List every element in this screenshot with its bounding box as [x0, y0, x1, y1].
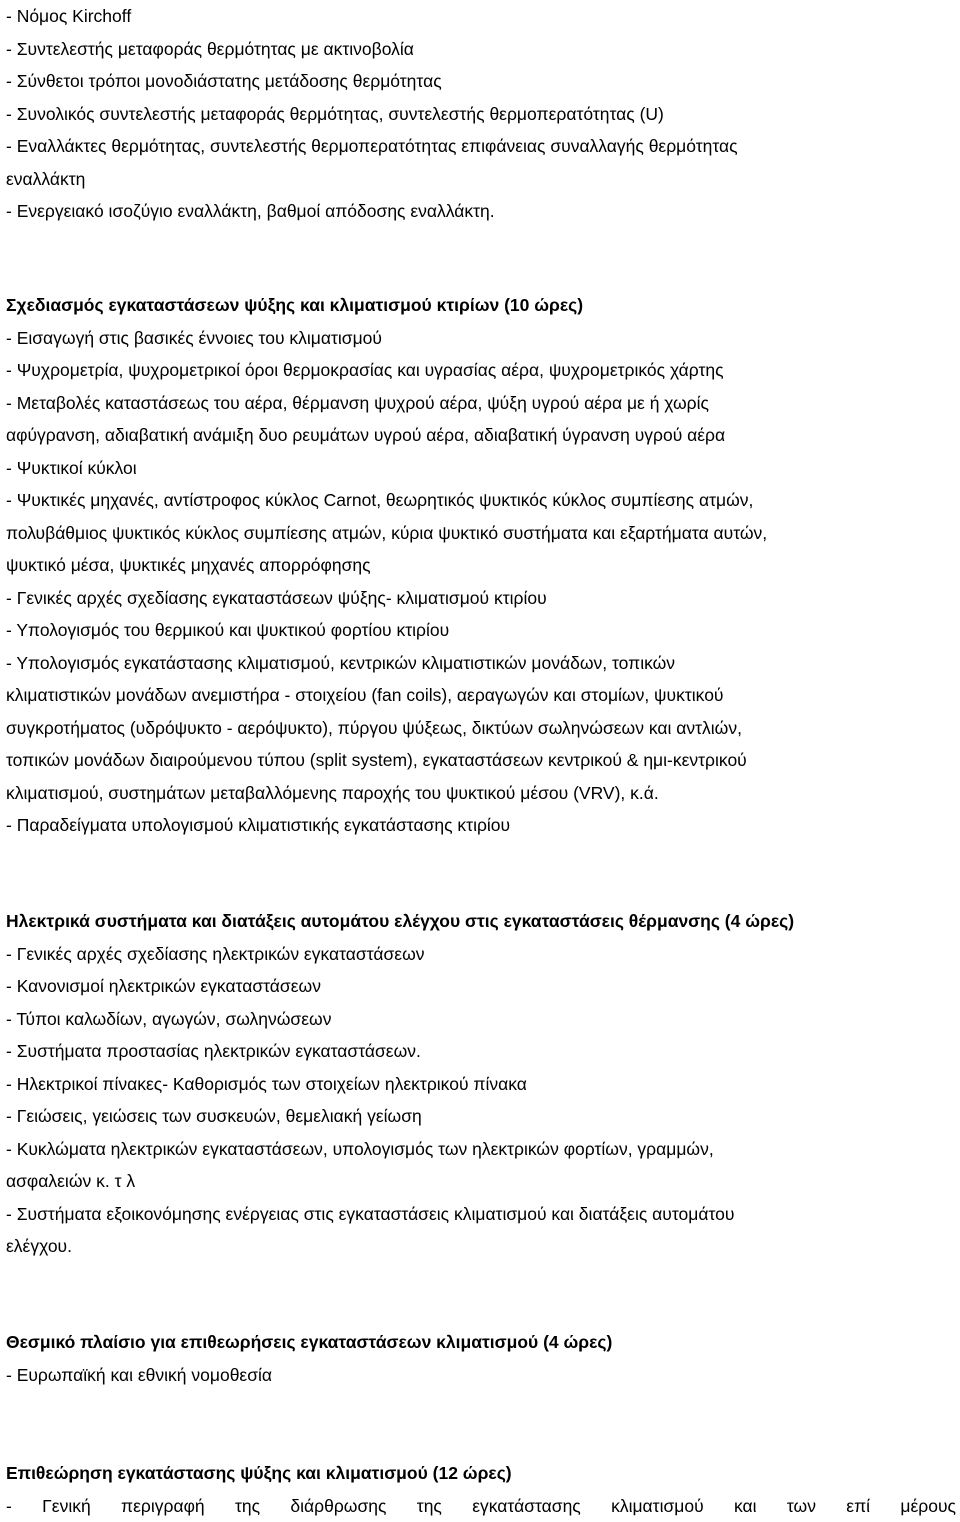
- list-item: τοπικών μονάδων διαιρούμενου τύπου (split system), εγκαταστάσεων κεντρικού & ημι-κεντρικού: [6, 744, 767, 777]
- list-item: - Συντελεστής μεταφοράς θερμότητας με ακτινοβολία: [6, 33, 738, 66]
- section-heading: Θεσμικό πλαίσιο για επιθεωρήσεις εγκαταστάσεων κλιματισμού (4 ώρες): [6, 1326, 612, 1359]
- word: περιγραφή: [121, 1490, 205, 1522]
- word: εγκατάστασης: [472, 1490, 581, 1522]
- list-item: αφύγρανση, αδιαβατική ανάμιξη δυο ρευμάτων υγρού αέρα, αδιαβατική ύγρανση υγρού αέρα: [6, 419, 767, 452]
- word: και: [734, 1490, 757, 1522]
- list-item: - Ευρωπαϊκή και εθνική νομοθεσία: [6, 1359, 612, 1392]
- section-heading: Επιθεώρηση εγκατάστασης ψύξης και κλιματισμού (12 ώρες): [6, 1457, 956, 1490]
- word: των: [787, 1490, 816, 1522]
- list-item: - Ενεργειακό ισοζύγιο εναλλάκτη, βαθμοί απόδοσης εναλλάκτη.: [6, 195, 738, 228]
- list-item: - Τύποι καλωδίων, αγωγών, σωληνώσεων: [6, 1003, 794, 1036]
- list-item: πολυβάθμιος ψυκτικός κύκλος συμπίεσης ατμών, κύρια ψυκτικό συστήματα και εξαρτήματα αυτών,: [6, 517, 767, 550]
- list-item: συγκροτήματος (υδρόψυκτο - αερόψυκτο), πύργου ψύξεως, δικτύων σωληνώσεων και αντλιών,: [6, 712, 767, 745]
- word: της: [235, 1490, 260, 1522]
- list-item: κλιματισμού, συστημάτων μεταβαλλόμενης παροχής του ψυκτικού μέσου (VRV), κ.ά.: [6, 777, 767, 810]
- list-item: - Γενικές αρχές σχεδίασης ηλεκτρικών εγκαταστάσεων: [6, 938, 794, 971]
- list-item: [6, 1490, 956, 1522]
- list-item: - Σύνθετοι τρόποι μονοδιάστατης μετάδοσης θερμότητας: [6, 65, 738, 98]
- list-item: ψυκτικό μέσα, ψυκτικές μηχανές απορρόφησης: [6, 549, 767, 582]
- list-item: - Υπολογισμός εγκατάστασης κλιματισμού, κεντρικών κλιματιστικών μονάδων, τοπικών: [6, 647, 767, 680]
- list-item: εναλλάκτη: [6, 163, 738, 196]
- section-heading: Σχεδιασμός εγκαταστάσεων ψύξης και κλιματισμού κτιρίων (10 ώρες): [6, 289, 767, 322]
- list-item: - Γενικές αρχές σχεδίασης εγκαταστάσεων ψύξης- κλιματισμού κτιρίου: [6, 582, 767, 615]
- list-item: - Μεταβολές καταστάσεως του αέρα, θέρμανση ψυχρού αέρα, ψύξη υγρού αέρα με ή χωρίς: [6, 387, 767, 420]
- word: επί: [846, 1490, 870, 1522]
- word: κλιματισμού: [611, 1490, 704, 1522]
- list-item: - Ψυκτικοί κύκλοι: [6, 452, 767, 485]
- list-item: ασφαλειών κ. τ λ: [6, 1165, 794, 1198]
- section-inspection: [6, 1457, 956, 1522]
- list-item: - Συστήματα προστασίας ηλεκτρικών εγκαταστάσεων.: [6, 1035, 794, 1068]
- list-item: - Συστήματα εξοικονόμησης ενέργειας στις εγκαταστάσεις κλιματισμού και διατάξεις αυτομάτου: [6, 1198, 794, 1231]
- list-item: - Κανονισμοί ηλεκτρικών εγκαταστάσεων: [6, 970, 794, 1003]
- word: διάρθρωσης: [290, 1490, 386, 1522]
- word: -: [6, 1490, 12, 1522]
- list-item: - Υπολογισμός του θερμικού και ψυκτικού φορτίου κτιρίου: [6, 614, 767, 647]
- word: Γενική: [42, 1490, 91, 1522]
- list-item: - Εναλλάκτες θερμότητας, συντελεστής θερμοπερατότητας επιφάνειας συναλλαγής θερμότητας: [6, 130, 738, 163]
- list-item: ελέγχου.: [6, 1230, 794, 1263]
- list-item: - Γειώσεις, γειώσεις των συσκευών, θεμελιακή γείωση: [6, 1100, 794, 1133]
- section-electrical-systems: [6, 905, 794, 1263]
- list-item: - Ψυχρομετρία, ψυχρομετρικοί όροι θερμοκρασίας και υγρασίας αέρα, ψυχρομετρικός χάρτης: [6, 354, 767, 387]
- word: της: [417, 1490, 442, 1522]
- section-legal-framework: [6, 1326, 612, 1391]
- list-item: - Κυκλώματα ηλεκτρικών εγκαταστάσεων, υπολογισμός των ηλεκτρικών φορτίων, γραμμών,: [6, 1133, 794, 1166]
- word: μέρους: [900, 1490, 956, 1522]
- list-item: - Νόμος Kirchoff: [6, 0, 738, 33]
- list-item: κλιματιστικών μονάδων ανεμιστήρα - στοιχείου (fan coils), αεραγωγών και στομίων, ψυκτικού: [6, 679, 767, 712]
- intro-list: [6, 0, 738, 228]
- list-item: - Ηλεκτρικοί πίνακες- Καθορισμός των στοιχείων ηλεκτρικού πίνακα: [6, 1068, 794, 1101]
- list-item: - Ψυκτικές μηχανές, αντίστροφος κύκλος Carnot, θεωρητικός ψυκτικός κύκλος συμπίεσης ατμών,: [6, 484, 767, 517]
- section-cooling-design: [6, 289, 767, 842]
- section-heading: Ηλεκτρικά συστήματα και διατάξεις αυτομάτου ελέγχου στις εγκαταστάσεις θέρμανσης (4 ώρες): [6, 905, 794, 938]
- list-item: - Παραδείγματα υπολογισμού κλιματιστικής εγκατάστασης κτιρίου: [6, 809, 767, 842]
- list-item: - Συνολικός συντελεστής μεταφοράς θερμότητας, συντελεστής θερμοπερατότητας (U): [6, 98, 738, 131]
- list-item: - Εισαγωγή στις βασικές έννοιες του κλιματισμού: [6, 322, 767, 355]
